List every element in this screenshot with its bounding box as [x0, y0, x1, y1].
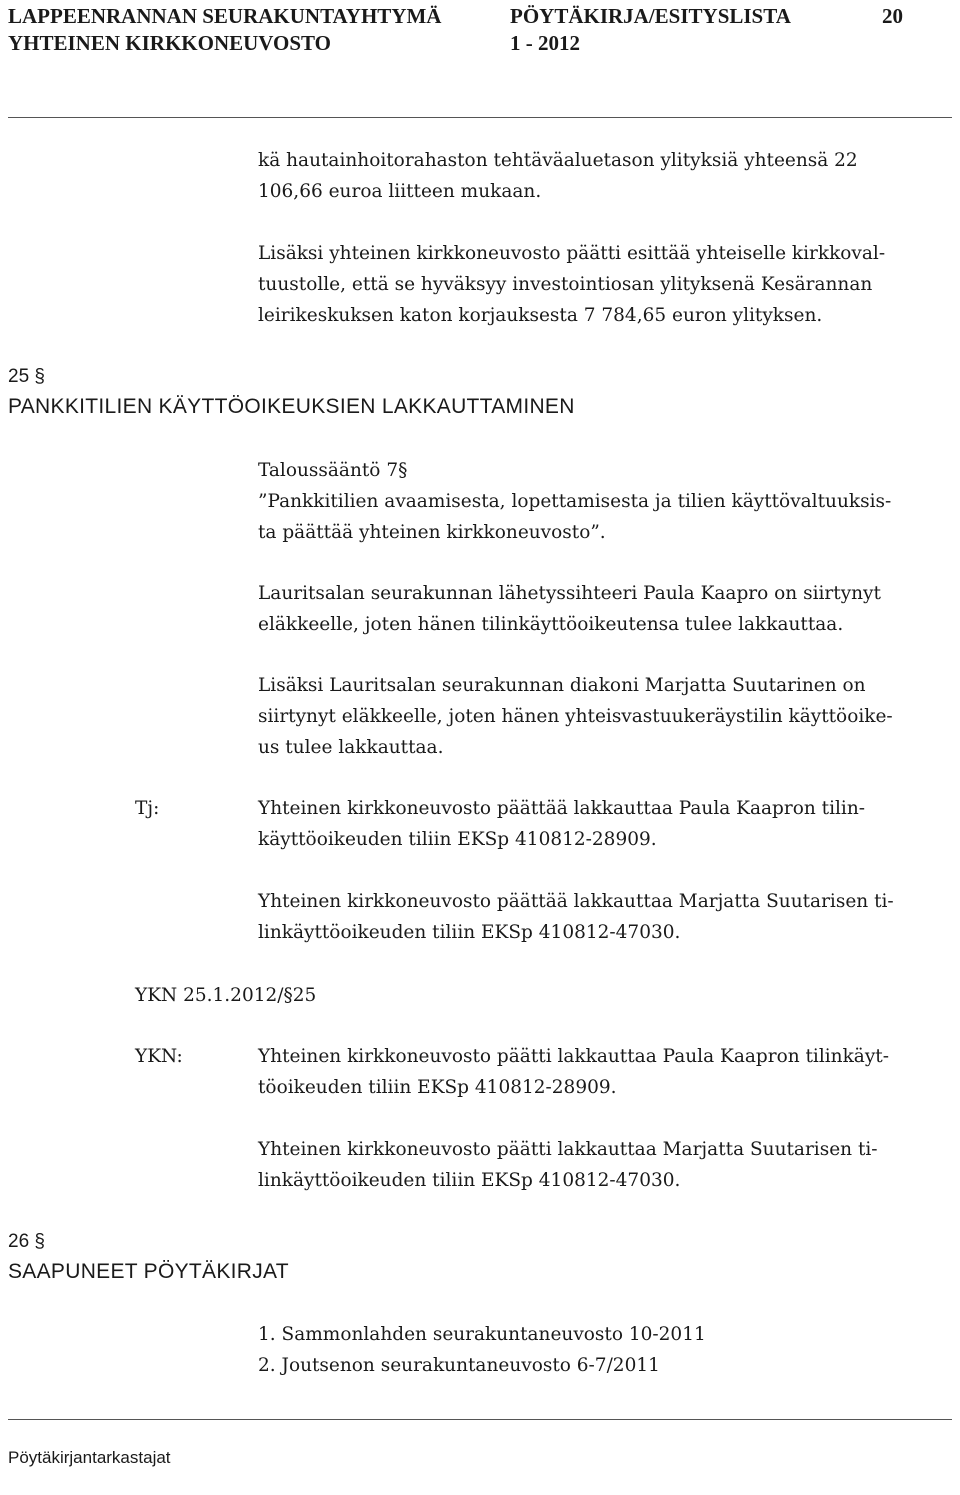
intro-paragraph-2: Lisäksi yhteinen kirkkoneuvosto päätti esittää yhteiselle kirkkoval- tuustolle, että se hyväksyy investointiosan ylityksenä Kesärannan leirikeskuksen katon korjauksesta 7 784,65 euron ylityksen. [258, 243, 886, 326]
list-item: 1. Sammonlahden seurakuntaneuvosto 10-2011 [258, 1324, 706, 1345]
section-25-title: PANKKITILIEN KÄYTTÖOIKEUKSIEN LAKKAUTTAMINEN [8, 395, 575, 418]
rule-reference: Taloussääntö 7§ ”Pankkitilien avaamisesta, lopettamisesta ja tilien käyttövaltuuksis- ta päättää yhteinen kirkkoneuvosto”. [258, 460, 892, 543]
ykn-reference: YKN 25.1.2012/§25 [135, 985, 317, 1006]
header-doc-type: PÖYTÄKIRJA/ESITYSLISTA [510, 4, 791, 28]
header-org: LAPPEENRANNAN SEURAKUNTAYHTYMÄ [8, 4, 442, 28]
list-item: 2. Joutsenon seurakuntaneuvosto 6-7/2011 [258, 1355, 660, 1376]
section-25-number: 25 § [8, 366, 45, 387]
tj-label: Tj: [135, 798, 160, 819]
ykn-decision-1: Yhteinen kirkkoneuvosto päätti lakkauttaa Paula Kaapron tilinkäyt- töoikeuden tiliin EKSp 410812-28909. [258, 1046, 889, 1098]
section-26-number: 26 § [8, 1231, 45, 1252]
footer-divider [8, 1419, 952, 1420]
ykn-decision-2: Yhteinen kirkkoneuvosto päätti lakkauttaa Marjatta Suutarisen ti- linkäyttöoikeuden tiliin EKSp 410812-47030. [258, 1139, 878, 1191]
header-body: YHTEINEN KIRKKONEUVOSTO [8, 31, 332, 55]
section-25-paragraph-1: Lauritsalan seurakunnan lähetyssihteeri Paula Kaapro on siirtynyt eläkkeelle, joten hänen tilinkäyttöoikeutensa tulee lakkauttaa. [258, 583, 881, 635]
header-divider [8, 117, 952, 118]
received-minutes-list [258, 1319, 958, 1381]
section-25-paragraph-2: Lisäksi Lauritsalan seurakunnan diakoni Marjatta Suutarinen on siirtynyt eläkkeelle, joten hänen yhteisvastuukeräystilin käyttöoike- us tulee lakkauttaa. [258, 675, 893, 758]
page-number: 20 [882, 4, 903, 28]
section-26-title: SAAPUNEET PÖYTÄKIRJAT [8, 1260, 289, 1283]
ykn-label: YKN: [135, 1046, 183, 1067]
tj-proposal-1: Yhteinen kirkkoneuvosto päättää lakkauttaa Paula Kaapron tilin- käyttöoikeuden tiliin EKSp 410812-28909. [258, 798, 865, 850]
header-meeting: 1 - 2012 [510, 31, 580, 55]
intro-paragraph-1: kä hautainhoitorahaston tehtäväaluetason ylityksiä yhteensä 22 106,66 euroa liitteen mukaan. [258, 150, 858, 202]
footer-label: Pöytäkirjantarkastajat [8, 1448, 171, 1467]
tj-proposal-2: Yhteinen kirkkoneuvosto päättää lakkauttaa Marjatta Suutarisen ti- linkäyttöoikeuden tiliin EKSp 410812-47030. [258, 891, 894, 943]
